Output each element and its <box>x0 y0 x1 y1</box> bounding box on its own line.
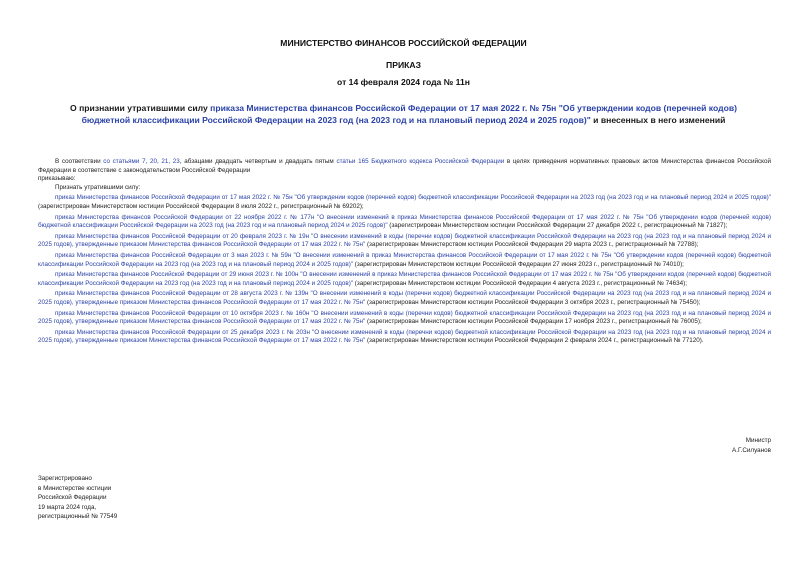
list-item <box>38 310 771 327</box>
registration-line: в Министерстве юстиции <box>38 484 112 492</box>
list-item <box>38 214 771 231</box>
intro-text-2: , абзацами двадцать четвертым и двадцать пятым <box>179 158 337 165</box>
registration-line: Российской Федерации <box>38 494 107 501</box>
list-item <box>38 290 771 307</box>
list-item-rest: (зарегистрирован Министерством юстиции Российской Федерации 29 марта 2023 г., регистрационный № 72788); <box>365 241 699 249</box>
list-item-link[interactable]: приказ Министерства финансов Российской Федерации от 10 октября 2023 г. № 160н "О внесении изменений в коды (перечни кодов) бюджетной классификации Российской Федерации на 2023 год (на 2023 год и на плановый период 2024 и 2025 годов), утвержденные приказом Министерства финансов Российской Федерации от 17 мая 2022 г. № 75н" <box>38 309 771 326</box>
list-item-rest: (зарегистрирован Министерством юстиции Российской Федерации 17 ноября 2023 г., регистрационный № 76005); <box>365 318 702 326</box>
title-prefix: О признании утратившими силу <box>70 103 211 113</box>
list-item <box>38 233 771 250</box>
list-item-link[interactable]: приказ Министерства финансов Российской Федерации от 17 мая 2022 г. № 75н "Об утверждении кодов (перечней кодов) бюджетной классификации Российской Федерации на 2023 год (на 2023 год и на плановый период 2024 и 2025 годов)" <box>55 194 771 202</box>
doc-type-heading: ПРИКАЗ <box>386 60 421 70</box>
list-item <box>38 329 771 346</box>
signer-name: А.Г.Силуанов <box>732 446 771 454</box>
list-item-link[interactable]: приказ Министерства финансов Российской Федерации от 3 мая 2023 г. № 59н "О внесении изменений в приказ Министерства финансов Российской Федерации от 17 мая 2022 г. № 75н "Об утверждении кодов (перечней кодов) бюджетной классификации Российской Федерации на 2023 год (на 2023 год и на плановый период 2024 и 2025 годов)" <box>38 251 771 268</box>
intro-paragraph <box>38 158 771 175</box>
list-item-rest: (зарегистрирован Министерством юстиции Российской Федерации 4 августа 2023 г., регистрационный № 74634); <box>353 279 687 287</box>
registration-block <box>38 474 117 522</box>
intro-link-articles[interactable]: со статьями 7, 20, 21, 23 <box>103 158 180 165</box>
list-item-rest: (зарегистрирован Министерством юстиции Российской Федерации 3 октября 2023 г., регистрационный № 75450); <box>365 298 701 306</box>
registration-date: 19 марта 2024 года, <box>38 503 97 511</box>
title-suffix: и внесенных в него изменений <box>590 115 726 125</box>
list-item-link[interactable]: приказ Министерства финансов Российской Федерации от 22 ноября 2022 г. № 177н "О внесении изменений в приказ Министерства финансов Российской Федерации от 17 мая 2022 г. № 75н "Об утверждении кодов (перечней кодов) бюджетной классификации Российской Федерации на 2023 год (на 2023 год и на плановый период 2024 и 2025 годов)" <box>38 213 771 230</box>
list-item <box>38 252 771 269</box>
order-word: приказываю: <box>38 175 76 183</box>
list-item <box>38 194 771 211</box>
list-item-link[interactable]: приказ Министерства финансов Российской Федерации от 20 февраля 2023 г. № 19н "О внесении изменений в коды (перечни кодов) бюджетной классификации Российской Федерации на 2023 год (на 2023 год и на плановый период 2024 и 2025 годов), утвержденные приказом Министерства финансов Российской Федерации от 17 мая 2022 г. № 75н" <box>38 232 771 249</box>
document-title <box>60 102 747 126</box>
recognize-line: Признать утратившими силу: <box>55 183 141 191</box>
document-body <box>38 158 771 346</box>
list-item-link[interactable]: приказ Министерства финансов Российской Федерации от 25 декабря 2023 г. № 203н "О внесении изменений в коды (перечни кодов) бюджетной классификации Российской Федерации на 2023 год (на 2023 год и на плановый период 2024 и 2025 годов), утвержденные приказом Министерства финансов Российской Федерации от 17 мая 2022 г. № 75н" <box>38 328 771 345</box>
intro-link-budget-code[interactable]: статьи 165 Бюджетного кодекса Российской Федерации <box>336 158 505 165</box>
doc-date-number: от 14 февраля 2024 года № 11н <box>337 77 470 87</box>
list-item-link[interactable]: приказ Министерства финансов Российской Федерации от 29 июня 2023 г. № 100н "О внесении изменений в приказ Министерства финансов Российской Федерации от 17 мая 2022 г. № 75н "Об утверждении кодов (перечней кодов) бюджетной классификации Российской Федерации на 2023 год (на 2023 год и на плановый период 2024 и 2025 годов)" <box>38 271 771 287</box>
intro-text-1: В соответствии <box>55 158 104 165</box>
intro-text-3: в целях приведения нормативных правовых актов Министерства финансов Российской Федерации в соответствие с законодательством Российской Федерации <box>38 158 771 174</box>
registration-line: Зарегистрировано <box>38 475 92 482</box>
list-item-rest: (зарегистрирован Министерством юстиции Российской Федерации 27 декабря 2022 г., регистрационный № 71827); <box>387 222 728 230</box>
list-item-rest: (зарегистрирован Министерством юстиции Российской Федерации 27 июня 2023 г., регистрационный № 74010); <box>353 260 684 268</box>
registration-number: регистрационный № 77549 <box>38 513 118 520</box>
list-item-rest: (зарегистрирован Министерством юстиции Российской Федерации 8 июля 2022 г., регистрационный № 69202); <box>38 202 364 210</box>
signer-position: Министр <box>745 437 771 444</box>
list-item-link[interactable]: приказ Министерства финансов Российской Федерации от 28 августа 2023 г. № 139н "О внесении изменений в коды (перечни кодов) бюджетной классификации Российской Федерации на 2023 год (на 2023 год и на плановый период 2024 и 2025 годов), утвержденные приказом Министерства финансов Российской Федерации от 17 мая 2022 г. № 75н" <box>38 290 771 306</box>
list-item-rest: (зарегистрирован Министерством юстиции Российской Федерации 2 февраля 2024 г., регистрационный № 77120). <box>365 337 704 345</box>
list-item <box>38 271 771 288</box>
signature-block <box>732 436 771 455</box>
title-link[interactable]: приказа Министерства финансов Российской Федерации от 17 мая 2022 г. № 75н "Об утверждении кодов (перечней кодов) бюджетной классификации Российской Федерации на 2023 год (на 2023 год и на плановый период 2024 и 2025 годов)" <box>81 103 737 125</box>
ministry-heading: МИНИСТЕРСТВО ФИНАНСОВ РОССИЙСКОЙ ФЕДЕРАЦИИ <box>280 38 527 48</box>
